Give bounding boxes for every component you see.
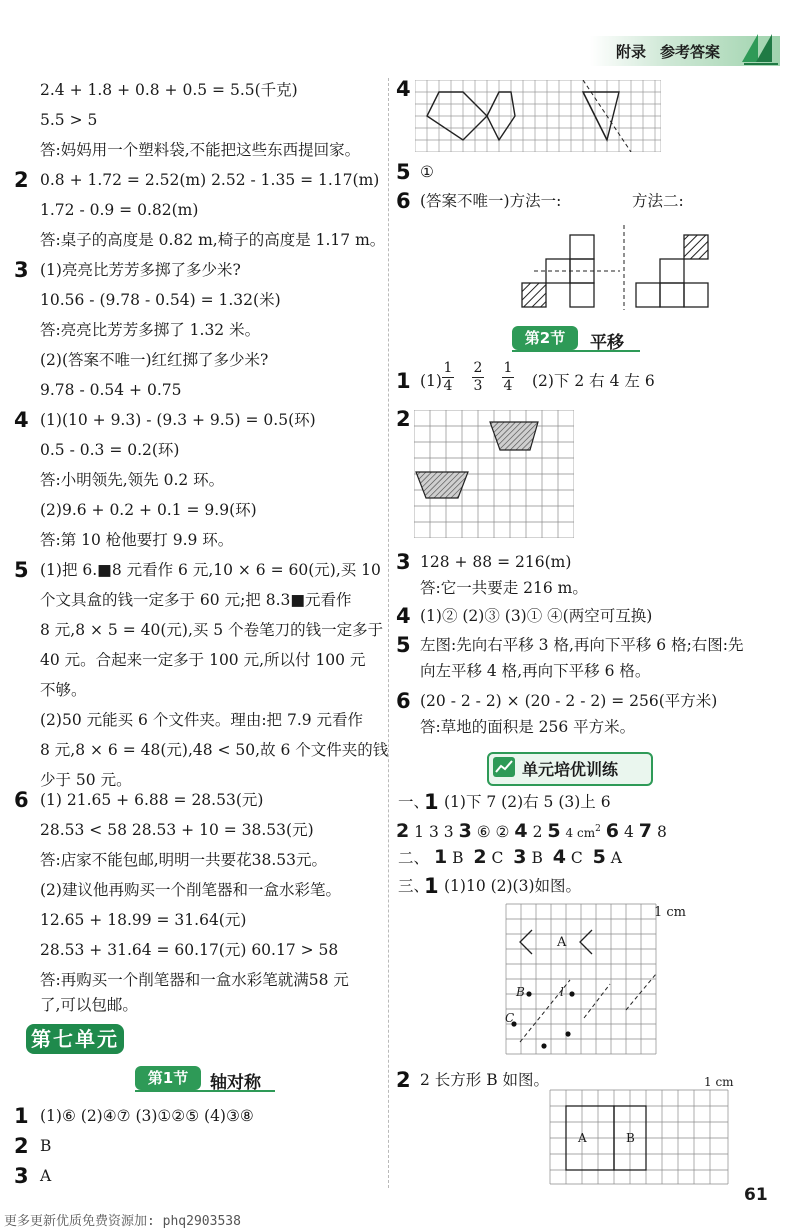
answer: ⑥ ② <box>476 823 510 842</box>
text-line: 左图:先向右平移 3 格,再向下平移 6 格;右图:先 <box>420 636 744 654</box>
text-line: 向左平移 4 格,再向下平移 6 格。 <box>420 662 651 680</box>
question-number: 4 <box>396 77 411 101</box>
rectangle-grid-figure <box>548 1088 730 1186</box>
fraction-3 <box>502 360 514 395</box>
text-line: 答:第 10 枪他要打 9.9 环。 <box>40 531 234 549</box>
text-line: 方法二: <box>632 192 684 210</box>
question-number: 3 <box>458 820 472 843</box>
text-line: (1) 21.65 + 6.88 = 28.53(元) <box>40 791 264 809</box>
text-line: 答:亮亮比芳芳多掷了 1.32 米。 <box>40 321 261 339</box>
text-line: (1)10 (2)(3)如图。 <box>444 877 582 895</box>
text-line: (2)9.6 + 0.2 + 0.1 = 9.9(环) <box>40 501 257 519</box>
figure-label-l: l <box>560 985 564 999</box>
text-line: 2.4 + 1.8 + 0.8 + 0.5 = 5.5(千克) <box>40 81 298 99</box>
axis-symmetry-grid-figure <box>500 902 690 1060</box>
question-number: 6 <box>14 788 29 812</box>
text-line: (1)⑥ (2)④⑦ (3)①②⑤ (4)③⑧ <box>40 1107 254 1125</box>
text-line: (1)(10 + 9.3) - (9.3 + 9.5) = 0.5(环) <box>40 411 316 429</box>
question-number: 2 <box>396 1068 411 1092</box>
answer: A <box>610 849 622 867</box>
fraction-2-denominator: 3 <box>473 378 483 394</box>
question-number: 2 <box>14 168 29 192</box>
text-line: (1)② (2)③ (3)① ④(两空可互换) <box>420 607 653 625</box>
question-number: 7 <box>638 820 652 843</box>
question-number: 4 <box>514 820 528 843</box>
text-line: 10.56 - (9.78 - 0.54) = 1.32(米) <box>40 291 281 309</box>
question-number: 4 <box>14 408 29 432</box>
answer: 1 3 3 <box>414 823 454 842</box>
question-number: 6 <box>605 820 620 843</box>
question-number: 5 <box>396 160 411 184</box>
training-title: 单元培优训练 <box>522 760 619 779</box>
answer: 4 cm <box>565 826 596 841</box>
question-number: 5 <box>592 846 606 868</box>
section-1-title: 轴对称 <box>210 1073 261 1093</box>
text-line: 答:它一共要走 216 m。 <box>420 579 588 597</box>
text-line: 40 元。合起来一定多于 100 元,所以付 100 元 <box>40 651 366 669</box>
question-number: 1 <box>396 369 411 393</box>
answer: C <box>570 849 583 867</box>
fraction-3-numerator: 1 <box>503 360 513 376</box>
question-number: 3 <box>14 1164 29 1188</box>
part-label: 一、 <box>398 793 430 811</box>
text-line: (1)下 7 (2)右 5 (3)上 6 <box>444 793 611 811</box>
text-line: 少于 50 元。 <box>40 771 132 789</box>
text-line: 9.78 - 0.54 + 0.75 <box>40 381 182 399</box>
fraction-1-denominator: 4 <box>443 378 453 394</box>
text-line: (1) <box>420 372 442 390</box>
cube-net-figure <box>520 225 710 310</box>
part-label: 三、 <box>398 877 430 895</box>
text-line: 8 元,8 × 5 = 40(元),买 5 个卷笔刀的钱一定多于 <box>40 621 384 639</box>
answer: B <box>452 849 464 867</box>
fraction-3-denominator: 4 <box>503 378 513 394</box>
question-number: 5 <box>396 633 411 657</box>
figure-label-A: A <box>557 935 567 950</box>
question-number: 4 <box>396 604 411 628</box>
text-line: 不够。 <box>40 681 87 699</box>
rect-label-A: A <box>578 1131 587 1145</box>
text-line: (1)亮亮比芳芳多掷了多少米? <box>40 261 241 279</box>
question-number: 3 <box>14 258 29 282</box>
answers-row-2 <box>396 818 667 844</box>
text-line: B <box>40 1137 52 1155</box>
text-line: 答:妈妈用一个塑料袋,不能把这些东西提回家。 <box>40 141 361 159</box>
footer-note: 更多更新优质免费资源加: phq2903538 <box>4 1214 241 1229</box>
text-line: (2)(答案不唯一)红红掷了多少米? <box>40 351 269 369</box>
text-line: 5.5 > 5 <box>40 111 98 129</box>
fraction-2-numerator: 2 <box>473 360 483 376</box>
translation-grid-figure <box>414 410 574 538</box>
question-number: 2 <box>396 820 410 843</box>
answers-row-3 <box>398 846 622 869</box>
text-line: A <box>40 1167 52 1185</box>
page-number: 61 <box>744 1185 768 1205</box>
text-line: 答:再购买一个削笔器和一盒水彩笔就满58 元 <box>40 971 349 989</box>
fraction-1-numerator: 1 <box>443 360 453 376</box>
text-line: 答:草地的面积是 256 平方米。 <box>420 718 636 736</box>
question-number: 5 <box>14 558 29 582</box>
question-number: 2 <box>473 846 487 868</box>
header-title <box>616 41 734 62</box>
chart-trend-icon <box>493 757 515 777</box>
header-answers: 参考答案 <box>660 43 721 61</box>
figure-label-B: B <box>516 985 525 999</box>
text-line: 2 长方形 B 如图。 <box>420 1071 550 1089</box>
text-line: 答:桌子的高度是 0.82 m,椅子的高度是 1.17 m。 <box>40 231 386 249</box>
question-number: 6 <box>396 689 411 713</box>
column-divider <box>388 78 389 1188</box>
question-number: 3 <box>396 550 411 574</box>
text-line: 答:店家不能包邮,明明一共要花38.53元。 <box>40 851 328 869</box>
superscript: 2 <box>595 824 601 834</box>
question-number: 1 <box>424 790 439 814</box>
text-line: 12.65 + 18.99 = 31.64(元) <box>40 911 247 929</box>
fraction-2 <box>472 360 484 395</box>
header-appendix: 附录 <box>616 43 647 61</box>
text-line: 0.8 + 1.72 = 2.52(m) 2.52 - 1.35 = 1.17(m) <box>40 171 380 189</box>
question-number: 1 <box>433 846 448 868</box>
text-line: 8 元,8 × 6 = 48(元),48 < 50,故 6 个文件夹的钱 <box>40 741 389 759</box>
answer: 8 <box>656 823 667 842</box>
question-number: 2 <box>396 407 411 431</box>
answer: B <box>531 849 543 867</box>
section-2-title: 平移 <box>590 333 624 353</box>
text-line: 1.72 - 0.9 = 0.82(m) <box>40 201 199 219</box>
section-2-badge: 第2节 <box>512 326 578 350</box>
header-logo-icon <box>740 30 780 66</box>
answer: C <box>491 849 504 867</box>
part-label: 二、 <box>398 849 430 867</box>
scale-label: 1 cm <box>704 1075 734 1089</box>
scale-label: 1 cm <box>654 905 687 920</box>
text-line: 28.53 < 58 28.53 + 10 = 38.53(元) <box>40 821 314 839</box>
text-line: 28.53 + 31.64 = 60.17(元) 60.17 > 58 <box>40 941 339 959</box>
answer: 4 <box>623 823 634 842</box>
question-number: 5 <box>547 820 561 843</box>
figure-label-C: C <box>505 1011 515 1025</box>
question-number: 2 <box>14 1134 29 1158</box>
question-number: 4 <box>552 846 566 868</box>
text-line: (2)下 2 右 4 左 6 <box>532 372 655 390</box>
text-line: (2)50 元能买 6 个文件夹。理由:把 7.9 元看作 <box>40 711 364 729</box>
text-line: 128 + 88 = 216(m) <box>420 553 572 571</box>
question-number: 1 <box>14 1104 29 1128</box>
text-line: (2)建议他再购买一个削笔器和一盒水彩笔。 <box>40 881 341 899</box>
fraction-1 <box>442 360 454 395</box>
text-line: 了,可以包邮。 <box>40 996 138 1014</box>
text-line: (1)把 6.■8 元看作 6 元,10 × 6 = 60(元),买 10 <box>40 561 381 579</box>
rect-label-B: B <box>626 1131 635 1145</box>
text-line: (20 - 2 - 2) × (20 - 2 - 2) = 256(平方米) <box>420 692 718 710</box>
question-number: 1 <box>424 874 439 898</box>
section-1-badge: 第1节 <box>135 1066 201 1090</box>
text-line: (答案不唯一)方法一: <box>420 192 562 210</box>
question-number: 3 <box>513 846 527 868</box>
text-line: ① <box>420 163 434 181</box>
answer: 2 <box>532 823 543 842</box>
unit-7-badge: 第七单元 <box>26 1024 124 1054</box>
symmetry-grid-figure <box>415 80 661 152</box>
text-line: 0.5 - 0.3 = 0.2(环) <box>40 441 180 459</box>
text-line: 答:小明领先,领先 0.2 环。 <box>40 471 225 489</box>
question-number: 6 <box>396 189 411 213</box>
text-line: 个文具盒的钱一定多于 60 元;把 8.3■元看作 <box>40 591 352 609</box>
